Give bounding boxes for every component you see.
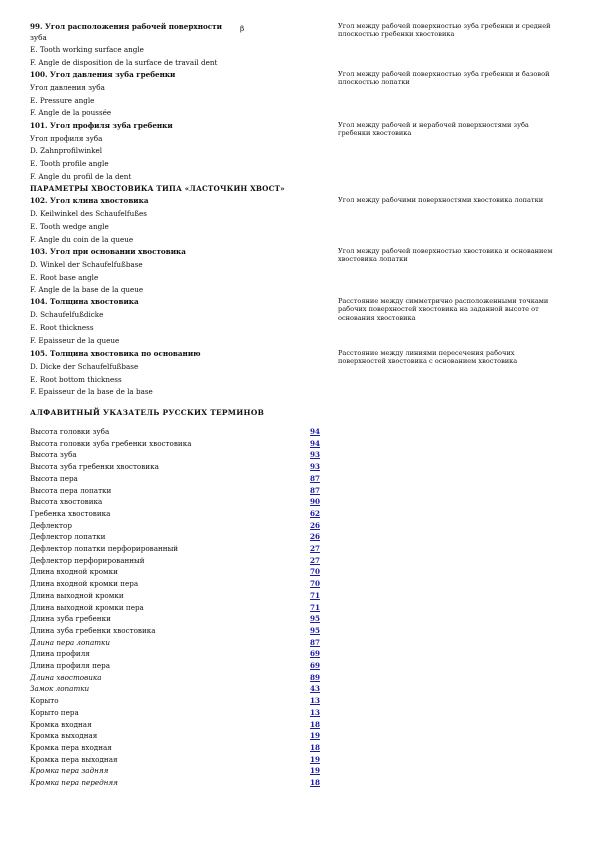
index-title: АЛФАВИТНЫЙ УКАЗАТЕЛЬ РУССКИХ ТЕРМИНОВ xyxy=(30,408,265,417)
index-term: Дефлектор лопатки xyxy=(30,532,106,542)
index-entry xyxy=(30,707,330,718)
term-102-line: F. Angle du coin de la queue xyxy=(30,235,134,244)
index-entry xyxy=(30,672,330,683)
index-page-link[interactable]: 18 xyxy=(310,778,321,787)
index-term: Длина входной кромки пера xyxy=(30,579,139,589)
term-99-definition: Угол между рабочей поверхностью зуба гребенки и средней плоскостью гребенки хвостовика xyxy=(338,22,551,39)
index-term: Дефлектор лопатки перфорированный xyxy=(30,544,179,553)
index-page-link[interactable]: 19 xyxy=(310,766,321,776)
index-page-link[interactable]: 70 xyxy=(310,567,321,577)
index-term: Кромка пера входная xyxy=(30,742,112,752)
index-page-link[interactable]: 69 xyxy=(310,661,321,670)
index-term: Длина входной кромки xyxy=(30,567,118,577)
index-page-link[interactable]: 87 xyxy=(310,485,321,495)
index-term: Кромка пера передняя xyxy=(30,778,118,787)
index-entry xyxy=(30,637,330,648)
index-term: Гребенка хвостовика xyxy=(30,508,111,518)
term-105-line: F. Epaisseur de la base de la base xyxy=(30,387,153,396)
index-entry xyxy=(30,602,330,613)
index-term: Высота головки зуба гребенки хвостовика xyxy=(30,438,192,448)
index-page-link[interactable]: 87 xyxy=(310,473,321,483)
index-entry xyxy=(30,683,330,694)
index-page-link[interactable]: 71 xyxy=(310,602,321,612)
index-entry xyxy=(30,742,330,753)
term-101-line: F. Angle du profil de la dent xyxy=(30,172,132,181)
term-102-title: 102. Угол клина хвостовика xyxy=(30,196,149,205)
term-103-line: E. Root base angle xyxy=(30,273,99,282)
index-term: Длина зуба гребенки xyxy=(30,614,111,624)
index-entry xyxy=(30,730,330,741)
index-term: Высота зуба xyxy=(30,450,77,460)
index-term: Высота пера xyxy=(30,473,78,483)
index-term: Кромка пера задняя xyxy=(30,766,109,776)
index-entry xyxy=(30,625,330,636)
index-page-link[interactable]: 13 xyxy=(310,707,321,717)
index-entry xyxy=(30,520,330,531)
index-entry xyxy=(30,449,330,460)
section-heading: ПАРАМЕТРЫ ХВОСТОВИКА ТИПА «ЛАСТОЧКИН ХВОСТ» xyxy=(30,184,285,193)
index-term: Кромка выходная xyxy=(30,731,98,741)
term-105-line: E. Root bottom thickness xyxy=(30,375,122,384)
index-page-link[interactable]: 94 xyxy=(310,438,321,448)
index-entry xyxy=(30,496,330,507)
index-entry xyxy=(30,695,330,706)
term-104-definition: Расстояние между симметрично расположенными точками рабочих поверхностей хвостовика на заданной высоте от основания хвостовика xyxy=(338,297,549,322)
term-103-line: F. Angle de la base de la queue xyxy=(30,285,144,294)
index-entry xyxy=(30,566,330,577)
index-page-link[interactable]: 19 xyxy=(310,754,321,764)
index-entry xyxy=(30,485,330,496)
index-term: Высота хвостовика xyxy=(30,497,103,507)
index-term: Замок лопатки xyxy=(30,684,90,694)
index-page-link[interactable]: 94 xyxy=(310,427,321,436)
term-101-definition: Угол между рабочей и нерабочей поверхностями зуба гребенки хвостовика xyxy=(338,121,529,138)
index-page-link[interactable]: 18 xyxy=(310,719,321,729)
index-page-link[interactable]: 71 xyxy=(310,590,321,600)
index-page-link[interactable]: 43 xyxy=(310,684,321,694)
index-term: Высота пера лопатки xyxy=(30,485,112,495)
term-103-line: D. Winkel der Schaufelfußbase xyxy=(30,260,143,269)
term-99-line: E. Tooth working surface angle xyxy=(30,45,144,54)
index-page-link[interactable]: 93 xyxy=(310,450,321,460)
term-99-line: зуба xyxy=(30,33,47,42)
index-entry xyxy=(30,765,330,776)
term-102-definition: Угол между рабочими поверхностями хвостовика лопатки xyxy=(338,196,544,204)
index-term: Дефлектор xyxy=(30,520,72,530)
beta-symbol: β xyxy=(240,24,245,33)
index-entry xyxy=(30,613,330,624)
term-101-line: Угол профиля зуба xyxy=(30,134,103,143)
index-term: Длина зуба гребенки хвостовика xyxy=(30,625,156,635)
index-entry xyxy=(30,590,330,601)
index-term: Корыто пера xyxy=(30,707,79,717)
index-term: Длина пера лопатки xyxy=(30,637,110,647)
index-term: Кромка пера выходная xyxy=(30,754,118,764)
index-term: Длина профиля пера xyxy=(30,661,111,670)
index-page-link[interactable]: 18 xyxy=(310,742,321,752)
index-term: Высота головки зуба xyxy=(30,427,110,436)
term-101-line: D. Zahnprofilwinkel xyxy=(30,146,103,155)
index-entry xyxy=(30,473,330,484)
index-page-link[interactable]: 89 xyxy=(310,672,321,682)
index-page-link[interactable]: 70 xyxy=(310,579,321,589)
term-99-line: F. Angle de disposition de la surface de travail dent xyxy=(30,58,218,67)
index-entry xyxy=(30,426,330,437)
index-page-link[interactable]: 95 xyxy=(310,614,321,624)
term-104-line: F. Epaisseur de la queue xyxy=(30,336,120,345)
index-page-link[interactable]: 95 xyxy=(310,625,321,635)
index-page-link[interactable]: 93 xyxy=(310,462,321,472)
index-entry xyxy=(30,438,330,449)
index-term: Длина хвостовика xyxy=(30,672,102,682)
term-101-line: E. Tooth profile angle xyxy=(30,159,109,168)
index-page-link[interactable]: 69 xyxy=(310,649,321,659)
index-term: Высота зуба гребенки хвостовика xyxy=(30,462,159,472)
index-page-link[interactable]: 13 xyxy=(310,696,321,706)
index-entry xyxy=(30,531,330,542)
term-100-line: E. Pressure angle xyxy=(30,96,95,105)
term-105-line: D. Dicke der Schaufelfußbase xyxy=(30,362,139,371)
index-entry xyxy=(30,555,330,566)
term-105-title: 105. Толщина хвостовика по основанию xyxy=(30,349,201,358)
term-101-title: 101. Угол профиля зуба гребенки xyxy=(30,121,173,130)
term-99-title: 99. Угол расположения рабочей поверхности xyxy=(30,22,222,31)
term-103-title: 103. Угол при основании хвостовика xyxy=(30,247,186,256)
term-100-line: F. Angle de la poussée xyxy=(30,108,112,117)
term-100-definition: Угол между рабочей поверхностью зуба гребенки и базовой плоскостью лопатки xyxy=(338,70,550,87)
term-104-line: E. Root thickness xyxy=(30,323,94,332)
index-term: Корыто xyxy=(30,696,59,706)
index-page-link[interactable]: 27 xyxy=(310,555,321,565)
index-term: Дефлектор перфорированный xyxy=(30,555,145,565)
term-104-line: D. Schaufelfußdicke xyxy=(30,310,104,319)
index-page-link[interactable]: 62 xyxy=(310,508,321,518)
index-entry xyxy=(30,461,330,472)
index-entry xyxy=(30,719,330,730)
index-entry xyxy=(30,578,330,589)
index-page-link[interactable]: 87 xyxy=(310,637,321,647)
index-page-link[interactable]: 90 xyxy=(310,497,321,507)
term-102-line: E. Tooth wedge angle xyxy=(30,222,109,231)
term-105-definition: Расстояние между линиями пересечения рабочих поверхностей хвостовика с основанием хвостовика xyxy=(338,349,518,366)
index-page-link[interactable]: 27 xyxy=(310,544,321,553)
term-100-line: Угол давления зуба xyxy=(30,83,105,92)
index-entry xyxy=(30,660,330,671)
index-page-link[interactable]: 26 xyxy=(310,520,321,530)
index-page-link[interactable]: 26 xyxy=(310,532,321,542)
index-entry xyxy=(30,543,330,554)
index-term: Длина профиля xyxy=(30,649,90,659)
index-page-link[interactable]: 19 xyxy=(310,731,321,741)
term-103-definition: Угол между рабочей поверхностью хвостовика и основанием хвостовика лопатки xyxy=(338,247,553,264)
index-term: Длина выходной кромки пера xyxy=(30,602,144,612)
index-entry xyxy=(30,754,330,765)
term-100-title: 100. Угол давления зуба гребенки xyxy=(30,70,176,79)
index-entry xyxy=(30,777,330,788)
index-term: Длина выходной кромки xyxy=(30,590,124,600)
index-entry xyxy=(30,648,330,659)
term-102-line: D. Keilwinkel des Schaufelfußes xyxy=(30,209,147,218)
index-term: Кромка входная xyxy=(30,719,92,729)
index-entry xyxy=(30,508,330,519)
term-104-title: 104. Толщина хвостовика xyxy=(30,297,139,306)
